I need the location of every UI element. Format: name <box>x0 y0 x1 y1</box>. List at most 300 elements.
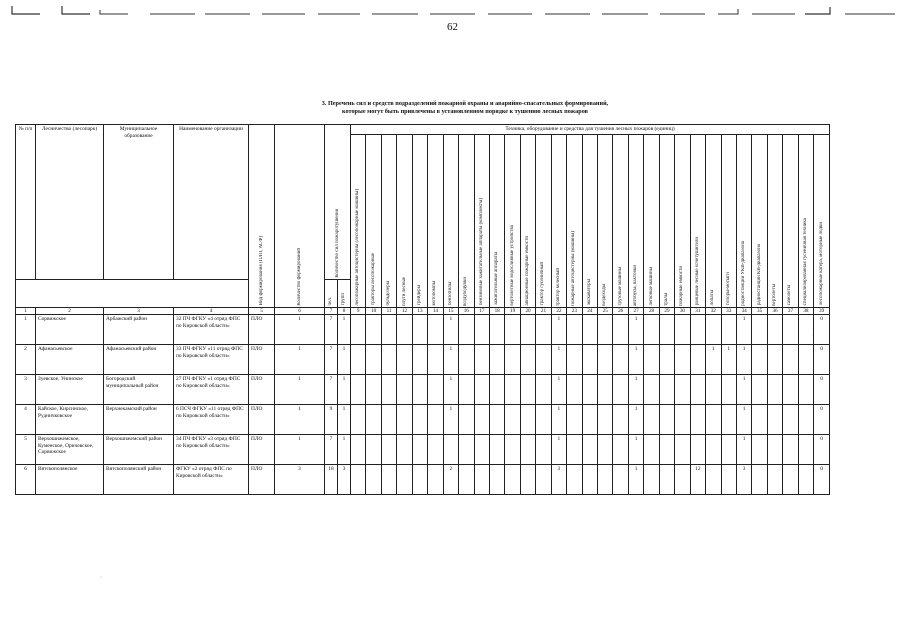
organization-cell: 27 ПЧ ФГКУ «1 отряд ФПС по Кировской области» <box>174 375 249 405</box>
groups-cell: 1 <box>338 315 351 345</box>
equipment-cell: 2 <box>443 465 458 495</box>
equipment-cell <box>536 345 551 375</box>
header-organization: Наименование организации <box>174 125 249 280</box>
equipment-cell <box>412 345 427 375</box>
persons-cell: 9 <box>325 405 338 435</box>
persons-cell: 18 <box>325 465 338 495</box>
header-formation-type: Вид формирования (ПЛО, АСФ) <box>249 125 275 308</box>
equipment-cell: 1 <box>551 375 566 405</box>
equipment-cell <box>381 405 396 435</box>
column-number: 6 <box>275 307 325 315</box>
forestry-cell: Вятскополянское <box>36 465 104 495</box>
municipality-cell: Верхнекамский район <box>104 405 174 435</box>
equipment-cell <box>613 465 628 495</box>
equipment-cell: 1 <box>628 405 643 435</box>
equipment-cell <box>459 405 474 435</box>
equipment-cell <box>752 315 767 345</box>
header-groups: групп <box>338 279 351 307</box>
equipment-cell <box>536 375 551 405</box>
equipment-cell <box>706 375 721 405</box>
equipment-cell <box>659 315 674 345</box>
equipment-cell <box>721 315 736 345</box>
equipment-cell: 0 <box>814 315 830 345</box>
equipment-cell <box>381 345 396 375</box>
organization-cell: 33 ПЧ ФГКУ «11 отряд ФПС по Кировской области» <box>174 345 249 375</box>
equipment-cell <box>443 435 458 465</box>
formation-type-cell: ПЛО <box>249 405 275 435</box>
equipment-cell <box>397 375 412 405</box>
persons-cell: 7 <box>325 315 338 345</box>
equipment-cell <box>351 465 366 495</box>
equipment-cell <box>412 465 427 495</box>
persons-cell: 7 <box>325 435 338 465</box>
forestry-cell: Кайское, Кирсинское, Рудничковское <box>36 405 104 435</box>
row-number: 2 <box>16 345 36 375</box>
municipality-cell: Вятскополянский район <box>104 465 174 495</box>
header-num: № п/п <box>16 125 36 280</box>
equipment-cell <box>474 345 489 375</box>
groups-cell: 1 <box>338 345 351 375</box>
equipment-cell <box>412 405 427 435</box>
equipment-cell <box>752 435 767 465</box>
equipment-cell <box>644 375 659 405</box>
equipment-cell: 12 <box>690 465 705 495</box>
formation-count-cell: 1 <box>275 405 325 435</box>
equipment-cell: 1 <box>443 405 458 435</box>
municipality-cell: Верхошижемский район <box>104 435 174 465</box>
equipment-cell <box>520 465 535 495</box>
equipment-cell <box>536 465 551 495</box>
equipment-cell <box>798 345 813 375</box>
formation-count-cell: 1 <box>275 345 325 375</box>
equipment-cell <box>675 435 690 465</box>
formation-type-cell: ПЛО <box>249 345 275 375</box>
header-equipment-col: радиостанции УКВ-диапазона <box>736 134 751 307</box>
equipment-cell <box>366 315 381 345</box>
header-equipment-col: авиационные пожарные емкости <box>520 134 535 307</box>
equipment-cell <box>520 345 535 375</box>
header-forestry: Лесничество (лесопарк) <box>36 125 104 280</box>
equipment-cell <box>366 435 381 465</box>
header-equipment-col: автобусы, вахтовки <box>628 134 643 307</box>
equipment-cell <box>598 435 613 465</box>
header-municipality: Муниципальное образование <box>104 125 174 280</box>
equipment-cell <box>613 405 628 435</box>
column-number: 3 <box>104 307 174 315</box>
column-number: 19 <box>505 307 520 315</box>
column-number: 22 <box>551 307 566 315</box>
equipment-cell <box>690 345 705 375</box>
equipment-cell <box>582 345 597 375</box>
header-equipment-col: вездеходы <box>598 134 613 307</box>
header-equipment-col: специализированная гусеничная техника <box>798 134 813 307</box>
equipment-cell <box>366 375 381 405</box>
equipment-cell <box>505 405 520 435</box>
table-row <box>16 345 830 375</box>
equipment-cell <box>582 405 597 435</box>
equipment-cell <box>690 375 705 405</box>
column-number: 38 <box>798 307 813 315</box>
equipment-cell: 0 <box>814 435 830 465</box>
equipment-cell <box>381 375 396 405</box>
equipment-cell <box>767 375 782 405</box>
equipment-cell <box>366 405 381 435</box>
equipment-cell: 1 <box>443 375 458 405</box>
persons-cell: 7 <box>325 345 338 375</box>
equipment-cell <box>582 435 597 465</box>
equipment-cell <box>397 315 412 345</box>
title-line-2: которые могут быть привлечены в установленном порядке к тушению лесных пожаров <box>342 107 588 115</box>
equipment-cell <box>428 315 443 345</box>
equipment-cell: 1 <box>628 465 643 495</box>
equipment-cell <box>536 435 551 465</box>
equipment-cell <box>767 465 782 495</box>
equipment-cell <box>644 465 659 495</box>
equipment-cell: 0 <box>814 465 830 495</box>
column-number: 24 <box>582 307 597 315</box>
equipment-cell <box>489 345 504 375</box>
header-equipment-col: пожарные емкости <box>675 134 690 307</box>
formation-type-cell: ПЛО <box>249 435 275 465</box>
equipment-cell: 1 <box>551 435 566 465</box>
equipment-cell <box>798 465 813 495</box>
equipment-cell <box>428 465 443 495</box>
equipment-cell <box>798 405 813 435</box>
equipment-cell: 0 <box>814 345 830 375</box>
equipment-cell <box>397 465 412 495</box>
formation-type-cell: ПЛО <box>249 315 275 345</box>
equipment-cell <box>397 345 412 375</box>
equipment-cell <box>520 375 535 405</box>
equipment-cell: 1 <box>736 405 751 435</box>
table-row <box>16 315 830 345</box>
equipment-cell <box>489 315 504 345</box>
equipment-cell <box>613 375 628 405</box>
header-equipment-col: радиостанции КВ-диапазона <box>752 134 767 307</box>
column-number: 28 <box>644 307 659 315</box>
column-number: 5 <box>249 307 275 315</box>
equipment-cell <box>613 345 628 375</box>
equipment-cell <box>474 315 489 345</box>
equipment-cell <box>767 405 782 435</box>
column-number: 23 <box>567 307 582 315</box>
equipment-cell <box>489 465 504 495</box>
header-equipment-col: грузовые машины <box>613 134 628 307</box>
table-row <box>16 405 830 435</box>
groups-cell: 1 <box>338 435 351 465</box>
equipment-cell <box>752 375 767 405</box>
header-equipment-col: трактор гусеничный <box>536 134 551 307</box>
equipment-cell: 1 <box>628 435 643 465</box>
column-number: 1 <box>16 307 36 315</box>
title-line-1: 3. Перечень сил и средств подразделений пожарной охраны и аварийно-спасательных формирований, <box>321 100 609 107</box>
column-number: 4 <box>174 307 249 315</box>
forestry-cell: Афанасьевское <box>36 345 104 375</box>
equipment-cell <box>783 405 798 435</box>
header-equipment-col: мотопомпы <box>428 134 443 307</box>
row-number: 3 <box>16 375 36 405</box>
municipality-cell: Афанасьевский район <box>104 345 174 375</box>
equipment-cell <box>520 435 535 465</box>
groups-cell: 3 <box>338 465 351 495</box>
column-number: 36 <box>767 307 782 315</box>
header-equipment-col: трактор колёсный <box>551 134 566 307</box>
header-equipment-col: экскаваторы <box>582 134 597 307</box>
organization-cell: 6 ПСЧ ФГКУ «11 отряд ФПС по Кировской области» <box>174 405 249 435</box>
equipment-cell <box>659 435 674 465</box>
equipment-cell <box>582 315 597 345</box>
column-number: 20 <box>520 307 535 315</box>
equipment-cell: 1 <box>706 345 721 375</box>
header-equipment-col: воздуходувки <box>459 134 474 307</box>
forestry-cell: Верхошижемское, Куменское, Оричевское, Сорвижское <box>36 435 104 465</box>
equipment-cell <box>613 315 628 345</box>
column-number: 11 <box>381 307 396 315</box>
equipment-cell <box>767 315 782 345</box>
equipment-cell: 1 <box>551 405 566 435</box>
equipment-cell <box>459 375 474 405</box>
column-number: 37 <box>783 307 798 315</box>
equipment-cell <box>536 315 551 345</box>
row-number: 6 <box>16 465 36 495</box>
equipment-cell: 0 <box>814 375 830 405</box>
equipment-cell <box>520 315 535 345</box>
equipment-cell <box>721 375 736 405</box>
equipment-cell <box>474 375 489 405</box>
formation-type-cell: ПЛО <box>249 465 275 495</box>
equipment-cell <box>459 465 474 495</box>
header-equipment-col: легковые машины <box>644 134 659 307</box>
column-number: 10 <box>366 307 381 315</box>
forces-table <box>15 124 830 495</box>
equipment-cell <box>567 465 582 495</box>
equipment-cell <box>798 375 813 405</box>
organization-cell: ФГКУ «2 отряд ФПС по Кировской области» <box>174 465 249 495</box>
header-personnel: Количество сил пожаротушения <box>325 125 351 280</box>
equipment-cell: 1 <box>551 315 566 345</box>
equipment-cell <box>721 465 736 495</box>
equipment-cell <box>675 405 690 435</box>
equipment-cell <box>675 375 690 405</box>
equipment-cell: 1 <box>736 435 751 465</box>
equipment-cell <box>567 375 582 405</box>
equipment-cell <box>783 315 798 345</box>
header-equipment-col: вертолеты <box>767 134 782 307</box>
header-equipment-col: топоры-мотыги <box>721 134 736 307</box>
equipment-cell <box>505 435 520 465</box>
column-number: 32 <box>706 307 721 315</box>
equipment-cell: 1 <box>443 315 458 345</box>
groups-cell: 1 <box>338 405 351 435</box>
equipment-cell <box>505 315 520 345</box>
equipment-cell <box>659 465 674 495</box>
equipment-cell <box>428 405 443 435</box>
equipment-cell <box>474 405 489 435</box>
equipment-cell <box>366 465 381 495</box>
equipment-cell <box>567 405 582 435</box>
equipment-cell: 1 <box>736 315 751 345</box>
column-number: 35 <box>752 307 767 315</box>
equipment-cell <box>644 405 659 435</box>
equipment-cell <box>644 345 659 375</box>
column-number: 29 <box>659 307 674 315</box>
equipment-cell <box>659 345 674 375</box>
column-number: 34 <box>736 307 751 315</box>
equipment-cell <box>567 315 582 345</box>
equipment-cell <box>397 435 412 465</box>
equipment-cell <box>767 435 782 465</box>
equipment-cell: 1 <box>628 315 643 345</box>
equipment-cell <box>706 315 721 345</box>
equipment-cell <box>428 345 443 375</box>
column-number: 2 <box>36 307 104 315</box>
equipment-cell <box>721 435 736 465</box>
column-number: 21 <box>536 307 551 315</box>
equipment-cell <box>582 465 597 495</box>
formation-type-cell: ПЛО <box>249 375 275 405</box>
equipment-cell <box>706 405 721 435</box>
column-number: 14 <box>428 307 443 315</box>
equipment-cell <box>474 465 489 495</box>
header-spacer <box>16 279 249 307</box>
formation-count-cell: 1 <box>275 375 325 405</box>
equipment-cell <box>798 435 813 465</box>
header-equipment-col: лесопожарные автоцистерны (лесопожарные машины) <box>351 134 366 307</box>
column-number: 30 <box>675 307 690 315</box>
equipment-cell <box>644 435 659 465</box>
equipment-cell <box>690 405 705 435</box>
header-equipment-col: вертолётные водосливные устройства <box>505 134 520 307</box>
column-number: 15 <box>443 307 458 315</box>
formation-count-cell: 1 <box>275 435 325 465</box>
equipment-cell <box>752 345 767 375</box>
header-equipment-col: грейдеры <box>412 134 427 307</box>
forestry-cell: Зуевское, Унинское <box>36 375 104 405</box>
header-equipment-col: бульдозеры <box>381 134 396 307</box>
column-number: 27 <box>628 307 643 315</box>
scan-speck: · <box>812 333 814 339</box>
column-number: 25 <box>598 307 613 315</box>
header-equipment-col: зажигательные аппараты <box>489 134 504 307</box>
column-number: 33 <box>721 307 736 315</box>
equipment-cell <box>428 435 443 465</box>
equipment-cell <box>520 405 535 435</box>
formation-count-cell: 1 <box>275 315 325 345</box>
equipment-cell <box>675 345 690 375</box>
page-edge-marks <box>0 0 905 20</box>
equipment-cell <box>351 345 366 375</box>
row-number: 4 <box>16 405 36 435</box>
column-number: 31 <box>690 307 705 315</box>
equipment-cell: 1 <box>721 345 736 375</box>
header-equipment-col: тралы <box>659 134 674 307</box>
table-row <box>16 465 830 495</box>
scan-speck: · <box>100 575 102 581</box>
persons-cell: 7 <box>325 375 338 405</box>
equipment-cell <box>752 405 767 435</box>
column-number: 39 <box>814 307 830 315</box>
equipment-cell <box>752 465 767 495</box>
equipment-cell <box>675 315 690 345</box>
equipment-cell <box>767 345 782 375</box>
table-row <box>16 375 830 405</box>
equipment-cell <box>598 465 613 495</box>
header-equipment-col: пожарные автоцистерны (машины) <box>567 134 582 307</box>
header-equipment-col: тракторы лесопожарные <box>366 134 381 307</box>
equipment-cell <box>505 465 520 495</box>
equipment-cell <box>474 435 489 465</box>
formation-count-cell: 3 <box>275 465 325 495</box>
equipment-cell <box>582 375 597 405</box>
column-number: 8 <box>338 307 351 315</box>
equipment-cell: 3 <box>736 465 751 495</box>
equipment-cell <box>706 435 721 465</box>
column-number: 9 <box>351 307 366 315</box>
equipment-cell <box>351 315 366 345</box>
table-row <box>16 435 830 465</box>
header-equipment-col: бензиновые зажигательные аппараты (комплекты) <box>474 134 489 307</box>
equipment-cell <box>366 345 381 375</box>
table-title <box>150 100 780 115</box>
equipment-cell <box>351 405 366 435</box>
equipment-cell <box>489 405 504 435</box>
equipment-cell <box>783 435 798 465</box>
equipment-cell <box>381 315 396 345</box>
column-number: 16 <box>459 307 474 315</box>
equipment-cell <box>690 315 705 345</box>
equipment-cell <box>706 465 721 495</box>
organization-cell: 34 ПЧ ФГКУ «3 отряд ФПС по Кировской области» <box>174 435 249 465</box>
column-number: 17 <box>474 307 489 315</box>
column-number: 7 <box>325 307 338 315</box>
equipment-cell: 1 <box>736 375 751 405</box>
header-equipment-col: лопаты <box>706 134 721 307</box>
forestry-cell: Сорвижское <box>36 315 104 345</box>
row-number: 1 <box>16 315 36 345</box>
equipment-cell <box>381 465 396 495</box>
equipment-cell <box>428 375 443 405</box>
equipment-cell <box>567 435 582 465</box>
equipment-cell: 0 <box>814 405 830 435</box>
header-equipment: Техника, оборудование и средства для тушения лесных пожаров (единиц) <box>351 125 830 135</box>
equipment-cell <box>783 375 798 405</box>
equipment-cell <box>721 405 736 435</box>
equipment-cell <box>381 435 396 465</box>
equipment-cell <box>798 315 813 345</box>
column-number: 12 <box>397 307 412 315</box>
organization-cell: 32 ПЧ ФГКУ «4 отряд ФПС по Кировской области» <box>174 315 249 345</box>
header-formation-count: Количество формирований <box>275 125 325 308</box>
equipment-cell <box>598 375 613 405</box>
groups-cell: 1 <box>338 375 351 405</box>
header-equipment-col: ранцевые лесные огнетушители <box>690 134 705 307</box>
equipment-cell <box>505 345 520 375</box>
equipment-cell: 1 <box>628 375 643 405</box>
equipment-cell <box>690 435 705 465</box>
equipment-cell <box>489 435 504 465</box>
equipment-cell: 1 <box>736 345 751 375</box>
page-number: 62 <box>447 21 458 33</box>
equipment-cell <box>412 315 427 345</box>
header-equipment-col: лесопожарные катера, моторные лодки <box>814 134 830 307</box>
equipment-cell: 1 <box>551 345 566 375</box>
equipment-cell <box>351 435 366 465</box>
equipment-cell: 3 <box>551 465 566 495</box>
equipment-cell <box>644 315 659 345</box>
header-persons: чел. <box>325 279 338 307</box>
column-number: 26 <box>613 307 628 315</box>
equipment-cell <box>351 375 366 405</box>
